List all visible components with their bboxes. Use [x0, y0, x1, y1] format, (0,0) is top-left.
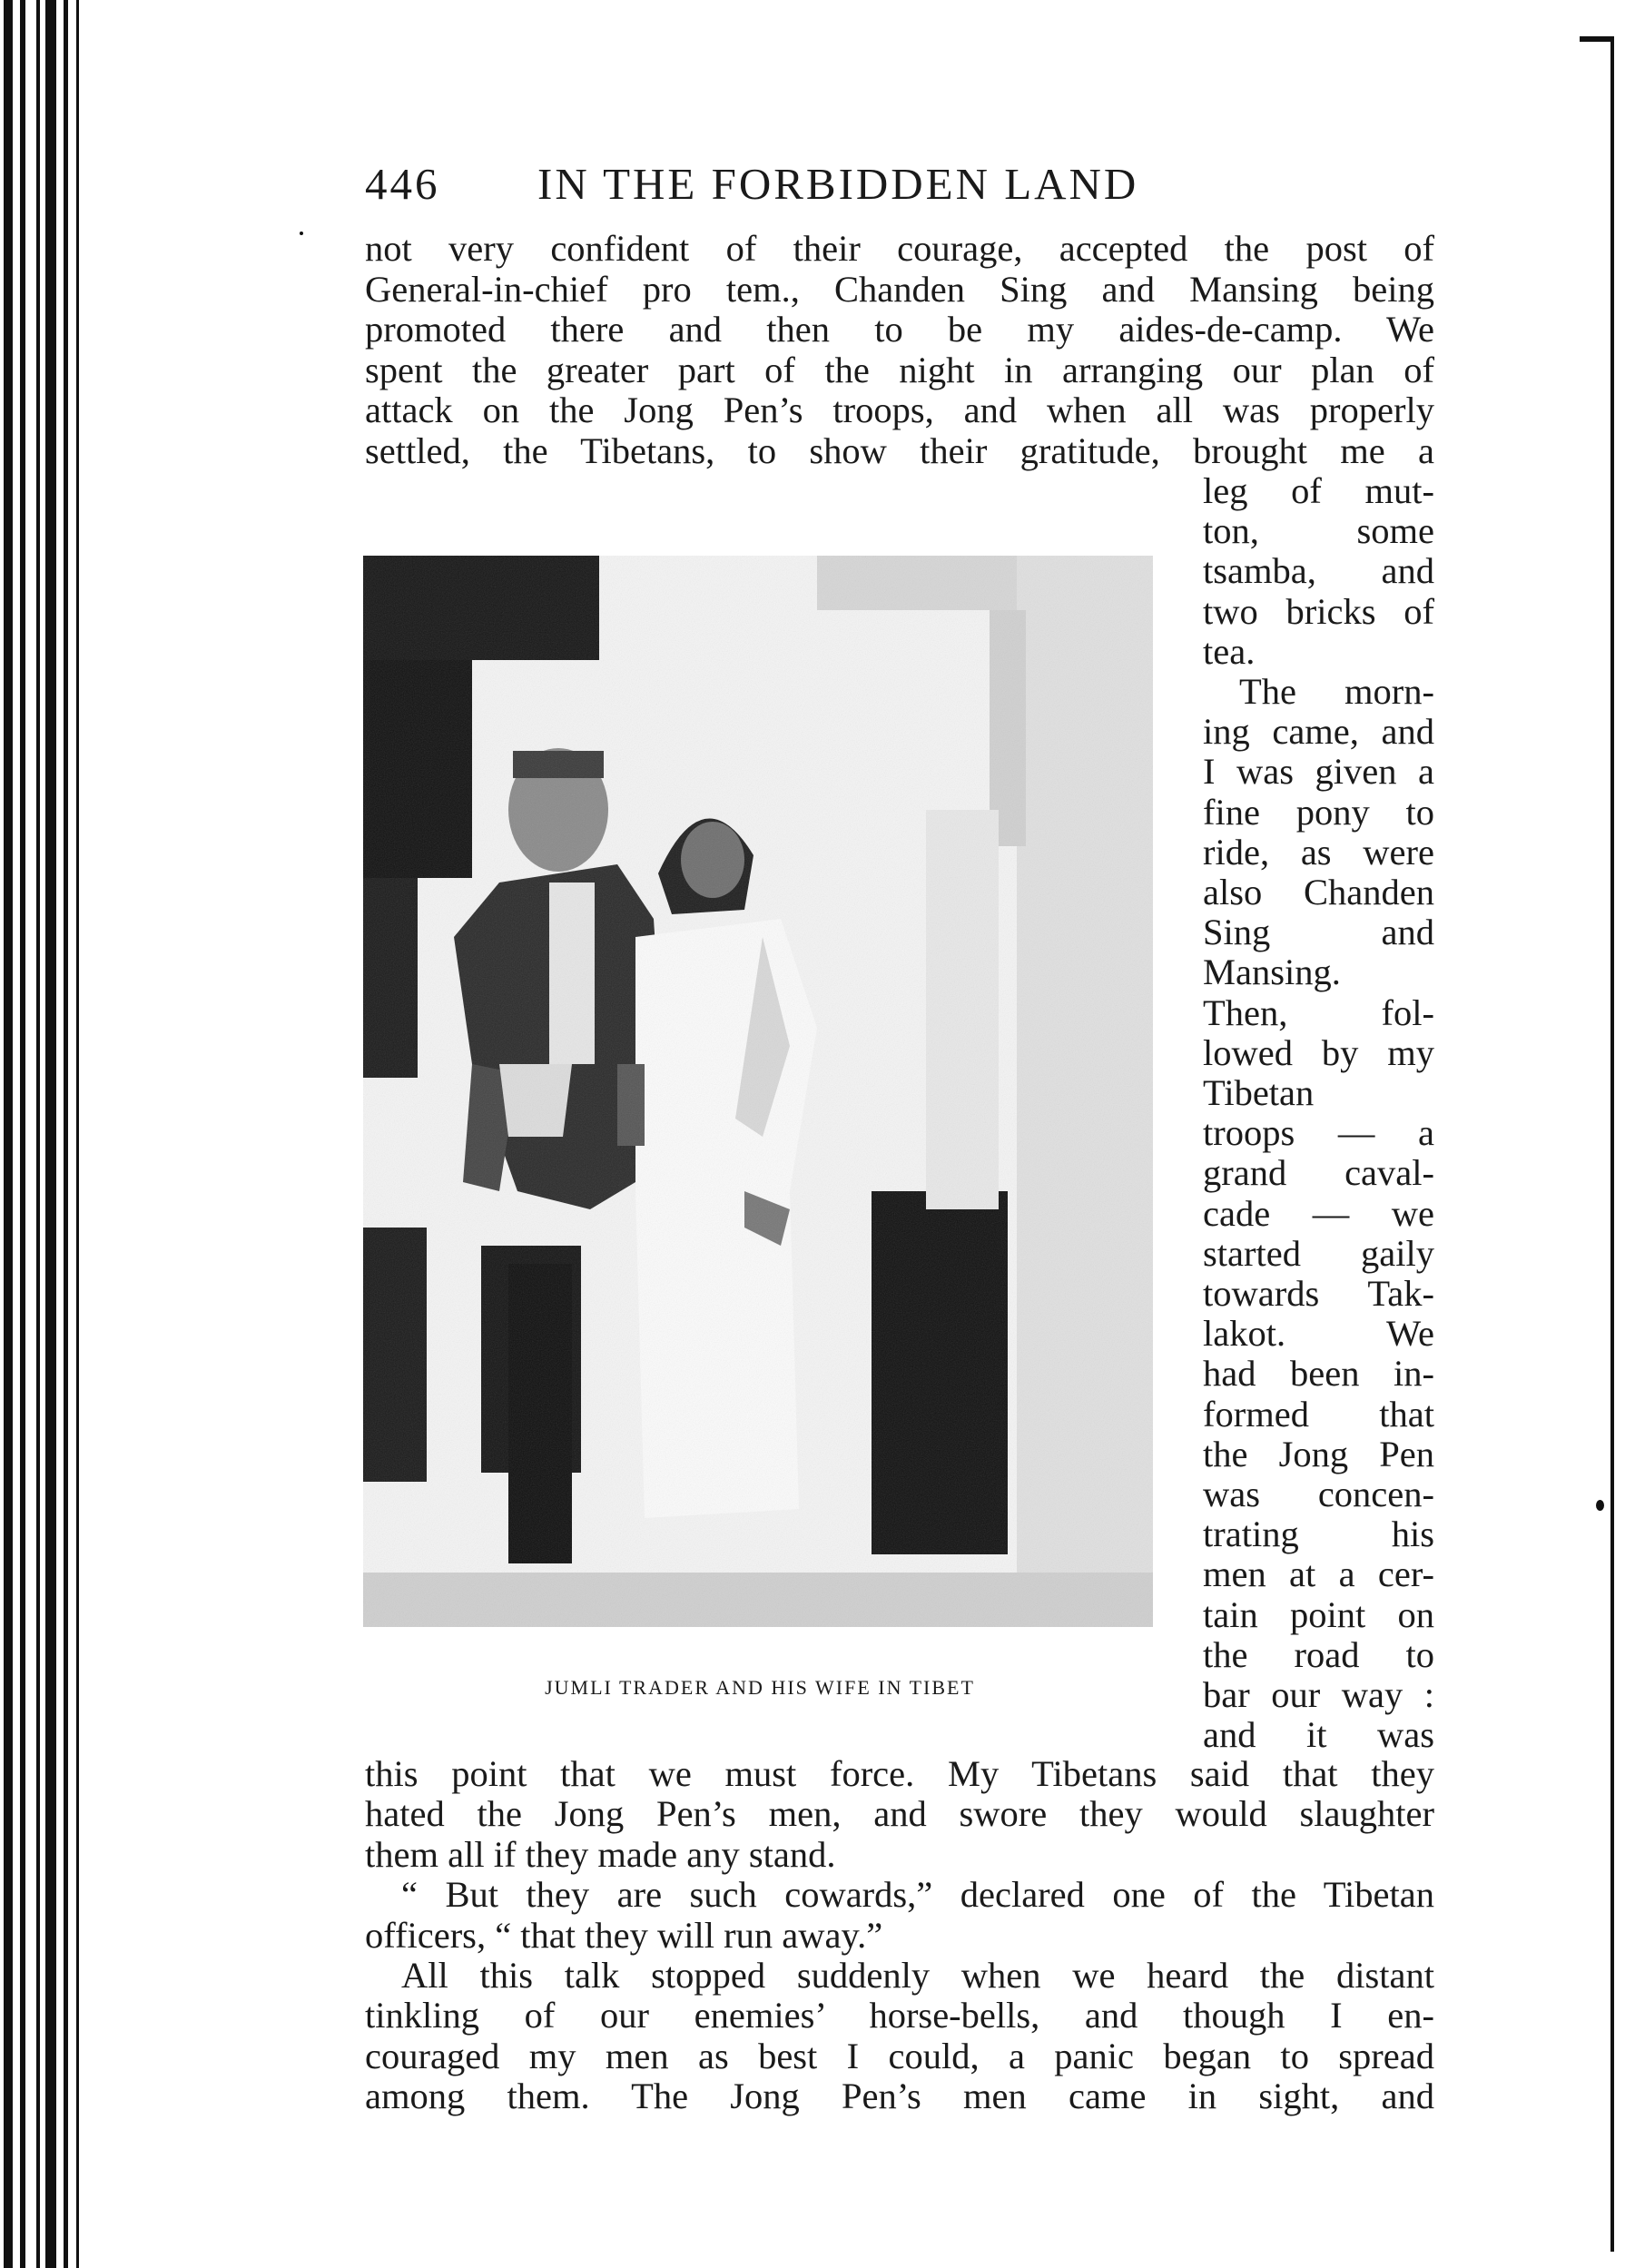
- text-line: trating his: [1203, 1514, 1434, 1555]
- text-line: not very confident of their courage, accepted the post of: [365, 228, 1434, 269]
- ink-speck: [300, 232, 303, 235]
- text-line: and it was: [1203, 1714, 1434, 1756]
- text-line: troops — a: [1203, 1112, 1434, 1154]
- text-line: grand caval-: [1203, 1152, 1434, 1194]
- text-line: “ But they are such cowards,” declared one of the Tibetan: [401, 1874, 1434, 1916]
- text-line: the road to: [1203, 1633, 1434, 1675]
- text-line: men at a cer-: [1203, 1553, 1434, 1595]
- text-line: started gaily: [1203, 1232, 1434, 1274]
- left-binding-edge: [0, 0, 100, 2268]
- text-line: bar our way :: [1203, 1674, 1434, 1715]
- text-line: Then, fol-: [1203, 991, 1434, 1033]
- ink-speck: [1596, 1500, 1604, 1511]
- text-line: was concen-: [1203, 1474, 1434, 1514]
- text-line: General-in-chief pro tem., Chanden Sing and Mansing being: [365, 268, 1434, 310]
- text-line: two bricks of: [1203, 590, 1434, 632]
- text-line: had been in-: [1203, 1353, 1434, 1395]
- text-line: I was given a: [1203, 751, 1434, 793]
- text-line: tsamba, and: [1203, 550, 1434, 592]
- text-line: promoted there and then to be my aides-de-camp. We: [365, 309, 1434, 350]
- text-line: cade — we: [1203, 1192, 1434, 1234]
- figure-caption: JUMLI TRADER AND HIS WIFE IN TIBET: [545, 1676, 975, 1699]
- text-line: spent the greater part of the night in arranging our plan of: [365, 349, 1434, 390]
- photograph: [363, 556, 1153, 1627]
- text-line: Tibetan: [1203, 1072, 1315, 1113]
- text-line: leg of mut-: [1203, 470, 1434, 511]
- text-line: them all if they made any stand.: [365, 1833, 836, 1875]
- text-line: hated the Jong Pen’s men, and swore they would slaughter: [365, 1793, 1434, 1835]
- text-line: fine pony to: [1203, 791, 1434, 833]
- text-line: formed that: [1203, 1393, 1434, 1435]
- right-page-edge: [1607, 36, 1618, 2252]
- text-line: couraged my men as best I could, a panic began to spread: [365, 2035, 1434, 2076]
- photo-illustration: [363, 556, 1153, 1627]
- text-line: settled, the Tibetans, to show their gratitude, brought me a: [365, 429, 1434, 471]
- text-line: Sing and: [1203, 912, 1434, 953]
- running-title: IN THE FORBIDDEN LAND: [537, 159, 1139, 209]
- text-line: tain point on: [1203, 1593, 1434, 1635]
- text-line: this point that we must force. My Tibetans said that they: [365, 1753, 1434, 1794]
- text-line: ride, as were: [1203, 831, 1434, 873]
- text-line: All this talk stopped suddenly when we heard the distant: [401, 1955, 1434, 1996]
- text-line: lowed by my: [1203, 1031, 1434, 1073]
- text-line: The morn-: [1239, 671, 1434, 712]
- text-line: tea.: [1203, 630, 1256, 672]
- text-line: tinkling of our enemies’ horse-bells, and though I en-: [365, 1995, 1434, 2036]
- text-line: attack on the Jong Pen’s troops, and when all was properly: [365, 390, 1434, 430]
- page-number: 446: [365, 159, 440, 209]
- text-line: the Jong Pen: [1203, 1433, 1434, 1474]
- text-line: also Chanden: [1203, 872, 1434, 912]
- text-line: ton, some: [1203, 510, 1434, 552]
- text-line: Mansing.: [1203, 952, 1341, 993]
- text-line: ing came, and: [1203, 711, 1434, 753]
- running-head: [365, 158, 1436, 212]
- text-line: officers, “ that they will run away.”: [365, 1914, 883, 1956]
- text-line: lakot. We: [1203, 1313, 1434, 1355]
- text-line: among them. The Jong Pen’s men came in sight, and: [365, 2076, 1434, 2117]
- text-line: towards Tak-: [1203, 1273, 1434, 1314]
